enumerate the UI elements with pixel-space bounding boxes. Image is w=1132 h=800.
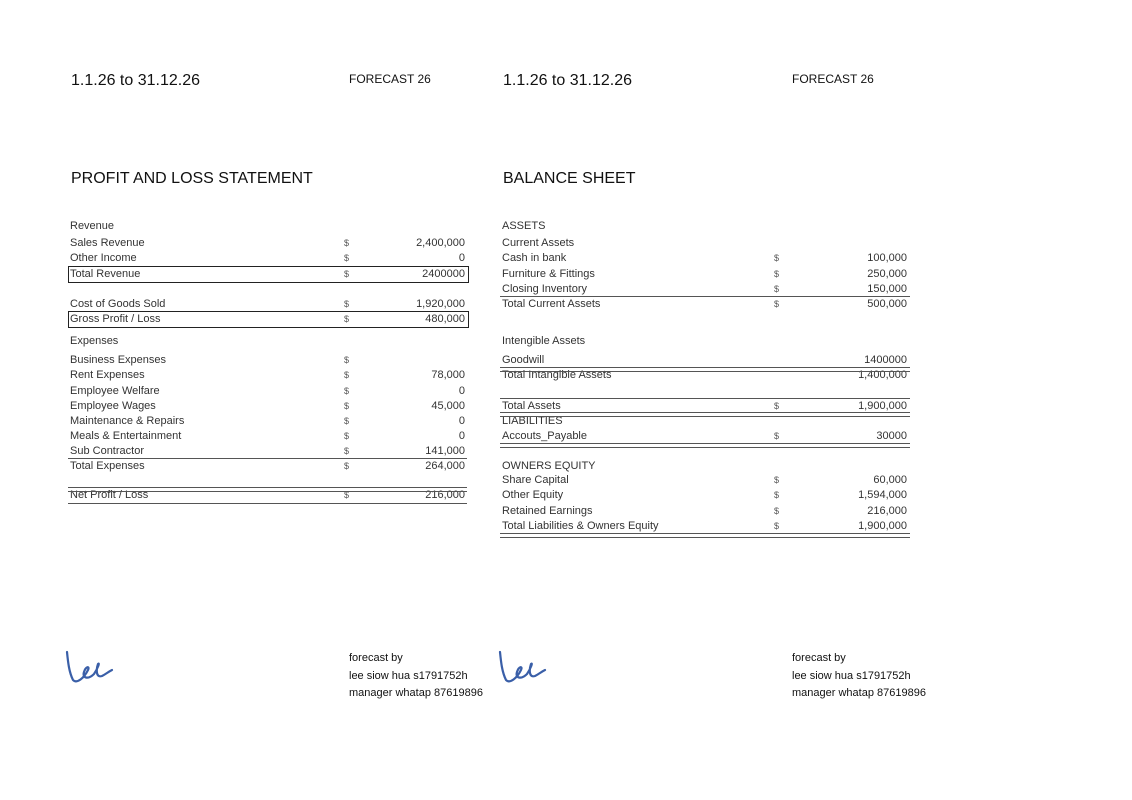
left-row-value: 78,000 (431, 369, 465, 381)
right-row-value: 250,000 (867, 268, 907, 280)
right-row-label: Closing Inventory (502, 283, 587, 295)
bs-footer-line-3: manager whatap 87619896 (792, 687, 926, 699)
pl-forecast-label: FORECAST 26 (349, 72, 431, 86)
net-profit-bottom-line (68, 503, 467, 504)
left-row-label: Gross Profit / Loss (70, 313, 161, 325)
bs-title: BALANCE SHEET (503, 170, 636, 187)
right-row-currency: $ (774, 506, 780, 516)
left-row-currency: $ (344, 238, 350, 248)
right-row-currency: $ (774, 475, 780, 485)
left-row-currency: $ (344, 355, 350, 365)
pl-footer-line-2: lee siow hua s1791752h (349, 670, 468, 682)
right-row-value: 1400000 (864, 354, 907, 366)
left-row-label: Cost of Goods Sold (70, 298, 166, 310)
gross-profit-box (68, 311, 469, 328)
right-row-label: Total Liabilities & Owners Equity (502, 520, 659, 532)
right-row-label: Share Capital (502, 474, 569, 486)
left-row-currency: $ (344, 314, 350, 324)
intangible-assets-line (500, 367, 910, 372)
left-row-currency: $ (344, 416, 350, 426)
total-expenses-line (68, 458, 467, 459)
left-row-value: 141,000 (425, 445, 465, 457)
right-row-value: 1,400,000 (858, 369, 907, 381)
right-row-currency: $ (774, 269, 780, 279)
right-row-label: Furniture & Fittings (502, 268, 595, 280)
right-row-label: Current Assets (502, 237, 575, 249)
right-row-value: 150,000 (867, 283, 907, 295)
right-row-value: 1,594,000 (858, 489, 907, 501)
right-row-label: Total Assets (502, 400, 561, 412)
left-row-value: 216,000 (425, 489, 465, 501)
left-row-currency: $ (344, 299, 350, 309)
right-row-label: Intengible Assets (502, 335, 586, 347)
right-row-label: Goodwill (502, 354, 545, 366)
left-row-currency: $ (344, 401, 350, 411)
right-row-value: 1,900,000 (858, 520, 907, 532)
right-row-label: Cash in bank (502, 252, 567, 264)
left-row-label: Revenue (70, 220, 115, 232)
total-revenue-box (68, 266, 469, 283)
pl-period: 1.1.26 to 31.12.26 (71, 72, 200, 89)
right-row-label: Accouts_Payable (502, 430, 587, 442)
right-row-label: OWNERS EQUITY (502, 460, 596, 472)
total-liab-equity-line (500, 533, 910, 538)
left-row-value: 45,000 (431, 400, 465, 412)
right-row-value: 60,000 (873, 474, 907, 486)
left-row-value: 480,000 (425, 313, 465, 325)
left-row-label: Sales Revenue (70, 237, 145, 249)
right-row-label: ASSETS (502, 220, 546, 232)
left-row-label: Other Income (70, 252, 137, 264)
left-row-label: Total Expenses (70, 460, 145, 472)
left-row-value: 264,000 (425, 460, 465, 472)
right-row-currency: $ (774, 299, 780, 309)
pl-footer-line-3: manager whatap 87619896 (349, 687, 483, 699)
pl-footer-line-1: forecast by (349, 652, 403, 664)
left-row-label: Employee Welfare (70, 385, 160, 397)
left-row-label: Business Expenses (70, 354, 166, 366)
left-row-value: 1,920,000 (416, 298, 465, 310)
right-row-value: 1,900,000 (858, 400, 907, 412)
bs-footer-line-2: lee siow hua s1791752h (792, 670, 911, 682)
left-row-value: 2400000 (422, 268, 465, 280)
left-row-currency: $ (344, 370, 350, 380)
right-row-label: Retained Earnings (502, 505, 593, 517)
left-row-label: Rent Expenses (70, 369, 145, 381)
right-row-currency: $ (774, 253, 780, 263)
right-row-label: Total Intangible Assets (502, 369, 612, 381)
net-profit-top-line (68, 487, 467, 492)
left-row-label: Total Revenue (70, 268, 141, 280)
right-row-currency: $ (774, 401, 780, 411)
right-row-label: Total Current Assets (502, 298, 601, 310)
left-row-value: 2,400,000 (416, 237, 465, 249)
left-row-label: Meals & Entertainment (70, 430, 182, 442)
left-row-label: Employee Wages (70, 400, 156, 412)
left-row-currency: $ (344, 446, 350, 456)
right-row-label: Other Equity (502, 489, 564, 501)
right-row-value: 500,000 (867, 298, 907, 310)
right-row-currency: $ (774, 521, 780, 531)
right-row-value: 30000 (876, 430, 907, 442)
left-row-value: 0 (458, 385, 465, 397)
right-row-label: LIABILITIES (502, 415, 563, 427)
bs-footer-line-1: forecast by (792, 652, 846, 664)
left-row-value: 0 (458, 252, 465, 264)
left-row-currency: $ (344, 461, 350, 471)
left-row-currency: $ (344, 269, 350, 279)
right-row-value: 216,000 (867, 505, 907, 517)
bs-forecast-label: FORECAST 26 (792, 72, 874, 86)
pl-title: PROFIT AND LOSS STATEMENT (71, 170, 313, 187)
signature-image (495, 646, 559, 686)
liabilities-line (500, 443, 910, 448)
total-assets-top-line (500, 398, 910, 399)
right-row-currency: $ (774, 431, 780, 441)
left-row-value: 0 (458, 430, 465, 442)
bs-period: 1.1.26 to 31.12.26 (503, 72, 632, 89)
total-assets-bottom-line (500, 412, 910, 417)
left-row-label: Net Profit / Loss (70, 489, 149, 501)
left-row-currency: $ (344, 490, 350, 500)
left-row-currency: $ (344, 253, 350, 263)
signature-image (62, 646, 126, 686)
left-row-currency: $ (344, 431, 350, 441)
right-row-value: 100,000 (867, 252, 907, 264)
left-row-label: Maintenance & Repairs (70, 415, 185, 427)
right-row-currency: $ (774, 284, 780, 294)
left-row-currency: $ (344, 386, 350, 396)
current-assets-line (500, 296, 910, 297)
left-row-label: Sub Contractor (70, 445, 144, 457)
right-row-currency: $ (774, 490, 780, 500)
left-row-value: 0 (458, 415, 465, 427)
left-row-label: Expenses (70, 335, 119, 347)
